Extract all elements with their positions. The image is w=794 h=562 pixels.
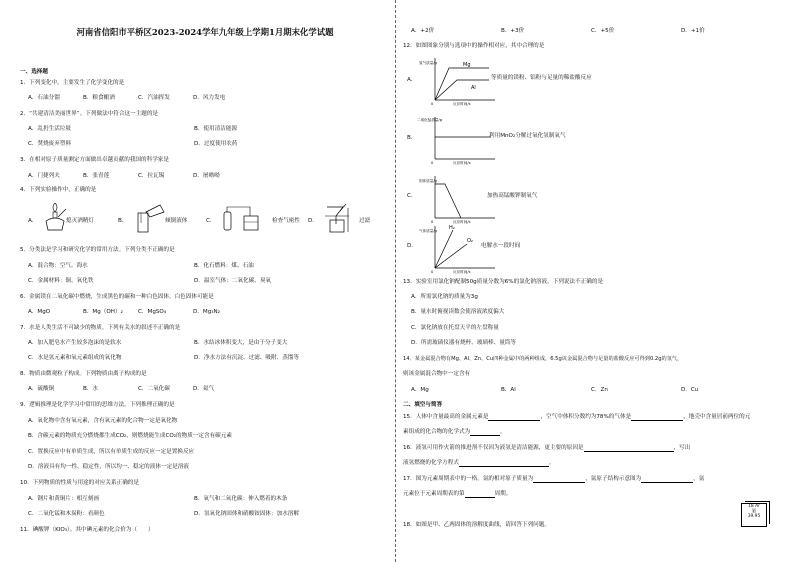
element-symbol: Ar bbox=[755, 504, 760, 509]
question-8: 8．物质由微观粒子构成。下列物质由离子构成的是 bbox=[20, 371, 147, 377]
graph-a-mg-al bbox=[417, 54, 499, 106]
q1-options bbox=[20, 95, 248, 102]
series-label: Mg bbox=[463, 62, 471, 68]
q7-options-row1 bbox=[20, 340, 360, 347]
option[interactable]: B．粮食酿酒 bbox=[83, 95, 115, 101]
option[interactable]: D．所需玻璃仪器有烧杯、玻璃棒、量筒等 bbox=[411, 340, 516, 346]
option[interactable]: A．石油分馏 bbox=[28, 95, 60, 101]
option[interactable]: A．所需氯化钠的质量为3g bbox=[411, 294, 478, 300]
q3-options bbox=[20, 173, 248, 180]
x-axis-label: 反应时间/s bbox=[453, 220, 471, 224]
origin-label: 0 bbox=[431, 270, 434, 274]
right-column bbox=[403, 0, 781, 562]
graph-d-caption: 电解水一段时间 bbox=[481, 243, 521, 249]
column-divider bbox=[395, 0, 396, 562]
option[interactable]: B．化石燃料：煤、石油 bbox=[194, 263, 254, 269]
question-16: 16．液氢可用作火箭的推进剂不仅因为液氢是清洁能源，更主要的原因是 ，写出 bbox=[403, 445, 691, 451]
answer-blank[interactable] bbox=[533, 476, 585, 483]
question-15-cont: 素组成的化合物的化学式为 。 bbox=[403, 429, 506, 435]
q11-options bbox=[403, 28, 741, 35]
question-14-cont: 则该金属混合物中一定含有 bbox=[403, 371, 471, 377]
option[interactable]: C．二氧化碳 bbox=[138, 386, 170, 392]
option[interactable]: A．加入肥皂水产生较多泡沫的是软水 bbox=[28, 340, 122, 346]
option[interactable]: C．金属材料：铜、氧化铁 bbox=[28, 278, 94, 284]
option[interactable]: D．Mg₃N₂ bbox=[193, 309, 220, 315]
alcohol-lamp-illustration bbox=[42, 203, 68, 231]
option[interactable]: D．温室气体：二氧化碳、臭氧 bbox=[194, 278, 272, 284]
option[interactable]: B．使用清洁能源 bbox=[194, 126, 237, 132]
question-11: 11．碘酸钾（KIO₃）。其中碘元素的化合价为（ ） bbox=[20, 527, 154, 533]
graph-a-caption: 等质量的镁粉、铝粉与足量的稀盐酸反应 bbox=[491, 75, 592, 81]
exam-title: 河南省信阳市平桥区2023-2024学年九年级上学期1月期末化学试题 bbox=[76, 27, 334, 37]
x-axis-label: 反应时间/s bbox=[453, 270, 471, 274]
option-label[interactable]: D． bbox=[407, 243, 417, 249]
option-label[interactable]: C． bbox=[407, 193, 417, 199]
series-label: O₂ bbox=[467, 238, 473, 244]
option[interactable]: C．+5价 bbox=[591, 28, 615, 34]
answer-blank[interactable] bbox=[459, 460, 549, 467]
question-9: 9．逻辑推理是化学学习中常用的思维方法。下列推理正确的是 bbox=[20, 402, 175, 408]
origin-label: 0 bbox=[431, 220, 434, 224]
answer-blank[interactable] bbox=[470, 429, 500, 436]
option[interactable]: D．净水方法有沉淀、过滤、吸附、蒸馏等 bbox=[194, 355, 299, 361]
q6-options bbox=[20, 309, 248, 316]
q5-options-row1 bbox=[20, 263, 360, 270]
question-15: 15．人体中含量最高的金属元素是 ，空气中体积分数约为78%的气体是 ，地壳中含量居前两位的元 bbox=[403, 414, 751, 420]
option[interactable]: B．含碳元素的物质充分燃烧都生成CO₂，则燃烧能生成CO₂的物质一定含有碳元素 bbox=[28, 433, 232, 439]
graph-c-caption: 加热高锰酸钾制氧气 bbox=[487, 193, 538, 199]
option[interactable]: D．过度使用农药 bbox=[194, 141, 238, 147]
option[interactable]: A．MgO bbox=[28, 309, 51, 315]
question-17-cont: 元素位于元素周期表的第 周期。 bbox=[403, 491, 512, 497]
answer-blank[interactable] bbox=[641, 476, 693, 483]
question-14: 14．某金属混合物有Mg、Al、Zn、Cu四种金属中的两种组成，6.5g该金属混合物与足量的盐酸反应可得到0.2g的氢气， bbox=[403, 356, 683, 362]
option[interactable]: C．拉瓦锡 bbox=[138, 173, 165, 179]
question-12: 12．如图图象分别与选项中的操作相对应，其中合理的是 bbox=[403, 43, 545, 49]
graph-b-mno2 bbox=[417, 113, 499, 165]
option[interactable]: B．张青莲 bbox=[83, 173, 110, 179]
option[interactable]: C．置换反应中有单质生成，所以有单质生成的反应一定是置换反应 bbox=[28, 449, 195, 455]
q2-options-row1 bbox=[20, 126, 360, 133]
option[interactable]: C．Zn bbox=[591, 387, 608, 393]
option[interactable]: D．+1价 bbox=[681, 28, 705, 34]
option[interactable]: D．氢氧化钠固体和硝酸铵固体：加水溶解 bbox=[194, 511, 299, 517]
element-name: 氩 bbox=[751, 509, 757, 514]
question-4: 4．下列实验操作中，正确的是 bbox=[20, 187, 97, 193]
y-axis-label: 二氧化锰质量/g bbox=[417, 118, 443, 122]
option[interactable]: B．氧气和二氧化碳：伸入燃着的木条 bbox=[194, 496, 288, 502]
option[interactable]: B．水 bbox=[83, 386, 99, 392]
option[interactable]: C．MgSO₄ bbox=[138, 309, 167, 315]
question-16-cont: 液氢燃烧的化学方程式 。 bbox=[403, 460, 555, 466]
option-label[interactable]: C． bbox=[206, 218, 216, 224]
question-1: 1．下列变化中，主要发生了化学变化的是 bbox=[20, 80, 125, 86]
q2-options-row2 bbox=[20, 141, 360, 148]
option[interactable]: D．Cu bbox=[681, 387, 699, 393]
question-10: 10．下列物质的性质与用途的对应关系正确的是 bbox=[20, 480, 139, 486]
option[interactable]: D．屠呦呦 bbox=[193, 173, 220, 179]
origin-label: 0 bbox=[431, 161, 434, 165]
question-3: 3．在相对原子质量测定方面做出卓越贡献的我国的科学家是 bbox=[20, 157, 169, 163]
series-label: Al bbox=[471, 85, 476, 91]
option[interactable]: C．二氧化锰和木炭粉：看颜色 bbox=[28, 511, 105, 517]
series-label: H₂ bbox=[449, 225, 455, 231]
option-label[interactable]: A． bbox=[407, 77, 417, 83]
answer-blank[interactable] bbox=[631, 414, 683, 421]
question-5: 5．分类法是学习和研究化学的常用方法。下列分类不正确的是 bbox=[20, 247, 175, 253]
option-label[interactable]: B． bbox=[407, 135, 417, 141]
option-caption: 熄灭酒精灯 bbox=[66, 218, 94, 224]
filtration-illustration bbox=[322, 202, 352, 234]
option[interactable]: A．+2价 bbox=[411, 28, 435, 34]
option[interactable]: A．乱扔生活垃圾 bbox=[28, 126, 71, 132]
q7-options-row2 bbox=[20, 355, 360, 362]
option[interactable]: A．钢片和黄铜片：相互刻画 bbox=[28, 496, 99, 502]
option[interactable]: B．量水时俯视读数会使溶液浓度偏大 bbox=[411, 309, 505, 315]
graph-b-caption: 利用MnO₂分解过氧化氢制氧气 bbox=[489, 133, 566, 139]
option[interactable]: A．混合物：空气、海水 bbox=[28, 263, 88, 269]
section-heading: 一、选择题 bbox=[20, 69, 48, 75]
question-7: 7．水是人类生活不可缺少的物质。下列有关水的叙述不正确的是 bbox=[20, 325, 181, 331]
option[interactable]: D．溶液具有均一性、稳定性，所以均一、稳定的液体一定是溶液 bbox=[28, 464, 189, 470]
option-caption: 过滤 bbox=[359, 218, 371, 224]
option[interactable]: B．Mg（OH）₂ bbox=[83, 309, 123, 315]
question-13: 13．实验室用氯化钠配制50g质量分数为6%的氯化钠溶液。下列说法不正确的是 bbox=[403, 279, 604, 285]
question-6: 6．金属镁在二氧化碳中燃烧，生成黑色的碳和一种白色固体，白色固体可能是 bbox=[20, 294, 214, 300]
q5-options-row2 bbox=[20, 278, 360, 285]
option[interactable]: C．水是氢元素和氧元素组成的氧化物 bbox=[28, 355, 122, 361]
q10-options-row2 bbox=[20, 511, 360, 518]
option[interactable]: A．Mg bbox=[411, 387, 429, 393]
option[interactable]: A．门捷列夫 bbox=[28, 173, 60, 179]
y-axis-label: 氢气质量/g bbox=[419, 61, 437, 65]
answer-blank[interactable] bbox=[584, 445, 674, 452]
option[interactable]: A．硫酸铜 bbox=[28, 386, 55, 392]
y-axis-label: 气体质量/g bbox=[419, 229, 437, 233]
option-label[interactable]: A． bbox=[28, 218, 38, 224]
q8-options bbox=[20, 386, 248, 393]
origin-label: 0 bbox=[431, 102, 434, 106]
option[interactable]: D．风力发电 bbox=[193, 95, 226, 101]
x-axis-label: 反应时间/s bbox=[453, 161, 471, 165]
option[interactable]: C．汽油挥发 bbox=[138, 95, 170, 101]
question-17: 17．图为元素周期表中的一格。氩的相对原子质量为 ，氩原子结构示意图为 ，氩 bbox=[403, 476, 705, 482]
option-caption: 倾倒液体 bbox=[165, 218, 188, 224]
option[interactable]: B．水结冰体积变大，是由于分子变大 bbox=[194, 340, 288, 346]
atomic-mass: 39.95 bbox=[747, 514, 761, 519]
q14-options bbox=[403, 387, 741, 394]
option-label[interactable]: B． bbox=[118, 218, 128, 224]
y-axis-label: 固体质量/g bbox=[419, 179, 437, 183]
option-label[interactable]: D． bbox=[308, 218, 318, 224]
option[interactable]: C．氯化钠放在托盘天平的左盘称量 bbox=[411, 325, 499, 331]
left-column bbox=[14, 0, 389, 562]
option[interactable]: D．氦气 bbox=[193, 386, 215, 392]
option-caption: 检查气密性 bbox=[272, 218, 300, 224]
answer-blank[interactable] bbox=[465, 491, 495, 498]
option[interactable]: B．Al bbox=[501, 387, 516, 393]
q10-options-row1 bbox=[20, 496, 360, 503]
periodic-table-cell bbox=[741, 503, 767, 527]
answer-blank[interactable] bbox=[488, 414, 540, 421]
section-heading: 二、填空与简答 bbox=[403, 402, 443, 408]
atomic-number: 18 bbox=[748, 504, 754, 509]
question-18: 18．如图是甲、乙两固体的溶解度曲线，请回答下列问题。 bbox=[403, 522, 550, 528]
x-axis-label: 反应时间/s bbox=[453, 102, 471, 106]
airtightness-check-illustration bbox=[220, 204, 266, 232]
pouring-liquid-illustration bbox=[132, 203, 166, 233]
option[interactable]: C．焚烧废弃塑料 bbox=[28, 141, 72, 147]
question-2: 2．“共建清洁美丽世界”。下列做法中符合这一主题的是 bbox=[20, 111, 159, 117]
option[interactable]: B．+3价 bbox=[501, 28, 525, 34]
option[interactable]: A．氧化物中含有氧元素，含有氧元素的化合物一定是氧化物 bbox=[28, 418, 178, 424]
